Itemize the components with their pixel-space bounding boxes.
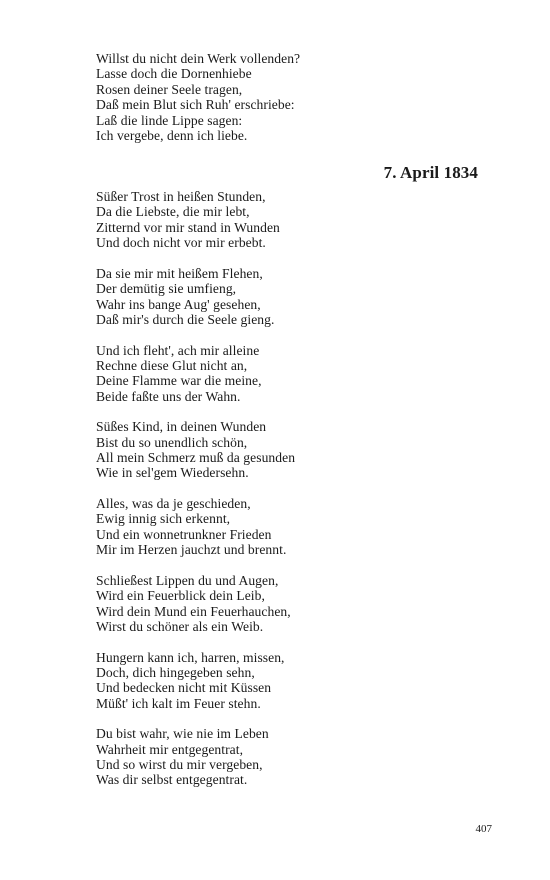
stanza bbox=[96, 496, 476, 558]
verse-line: Schließest Lippen du und Augen, bbox=[96, 572, 279, 588]
page-number: 407 bbox=[475, 823, 492, 835]
verse-line: Wird dein Mund ein Feuerhauchen, bbox=[96, 603, 291, 619]
verse-line: Zitternd vor mir stand in Wunden bbox=[96, 219, 280, 235]
verse-line: Hungern kann ich, harren, missen, bbox=[96, 649, 285, 665]
verse-line: Bist du so unendlich schön, bbox=[96, 434, 248, 450]
verse-line: Süßer Trost in heißen Stunden, bbox=[96, 189, 266, 204]
verse-line: Beide faßte uns der Wahn. bbox=[96, 388, 241, 404]
verse-line: Wahr ins bange Aug' gesehen, bbox=[96, 296, 261, 312]
stanza bbox=[96, 726, 476, 788]
verse-line: Deine Flamme war die meine, bbox=[96, 373, 262, 389]
verse-line: Und so wirst du mir vergeben, bbox=[96, 757, 263, 773]
verse-line: Der demütig sie umfieng, bbox=[96, 281, 237, 297]
verse-line: Ich vergebe, denn ich liebe. bbox=[96, 127, 248, 143]
verse-line: Müßt' ich kalt im Feuer stehn. bbox=[96, 695, 261, 711]
stanza bbox=[96, 650, 476, 712]
verse-line: Süßes Kind, in deinen Wunden bbox=[96, 419, 267, 435]
verse-line: Rosen deiner Seele tragen, bbox=[96, 81, 243, 97]
verse-line: Lasse doch die Dornenhiebe bbox=[96, 66, 252, 82]
verse-line: Alles, was da je geschieden, bbox=[96, 496, 251, 511]
verse-line: Doch, dich hingegeben sehn, bbox=[96, 664, 255, 680]
verse-line: Was dir selbst entgegentrat. bbox=[96, 772, 248, 788]
stanza bbox=[96, 419, 476, 481]
verse-line: Und ich fleht', ach mir alleine bbox=[96, 342, 260, 358]
verse-line: Wird ein Feuerblick dein Leib, bbox=[96, 588, 265, 604]
verse-line: All mein Schmerz muß da gesunden bbox=[96, 450, 296, 466]
verse-line: Wie in sel'gem Wiedersehn. bbox=[96, 465, 249, 481]
poem-title: 7. April 1834 bbox=[383, 163, 478, 182]
verse-line: Und doch nicht vor mir erbebt. bbox=[96, 235, 266, 251]
stanza bbox=[96, 51, 476, 143]
stanza bbox=[96, 189, 476, 251]
verse-line: Willst du nicht dein Werk vollenden? bbox=[96, 51, 301, 66]
verse-line: Rechne diese Glut nicht an, bbox=[96, 357, 248, 373]
verse-line: Wirst du schöner als ein Weib. bbox=[96, 618, 264, 634]
verse-line: Und ein wonnetrunkner Frieden bbox=[96, 526, 272, 542]
poem-body bbox=[96, 189, 476, 788]
stanza bbox=[96, 343, 476, 405]
verse-line: Du bist wahr, wie nie im Leben bbox=[96, 726, 269, 742]
verse-line: Da sie mir mit heißem Flehen, bbox=[96, 265, 263, 281]
verse-line: Daß mir's durch die Seele gieng. bbox=[96, 311, 275, 327]
previous-poem-ending bbox=[96, 51, 476, 143]
stanza bbox=[96, 573, 476, 635]
verse-line: Laß die linde Lippe sagen: bbox=[96, 112, 243, 128]
verse-line: Daß mein Blut sich Ruh' erschriebe: bbox=[96, 97, 295, 113]
verse-line: Ewig innig sich erkennt, bbox=[96, 511, 231, 527]
stanza bbox=[96, 266, 476, 328]
verse-line: Wahrheit mir entgegentrat, bbox=[96, 741, 244, 757]
verse-line: Mir im Herzen jauchzt und brennt. bbox=[96, 542, 287, 558]
verse-line: Da die Liebste, die mir lebt, bbox=[96, 204, 250, 220]
verse-line: Und bedecken nicht mit Küssen bbox=[96, 680, 272, 696]
